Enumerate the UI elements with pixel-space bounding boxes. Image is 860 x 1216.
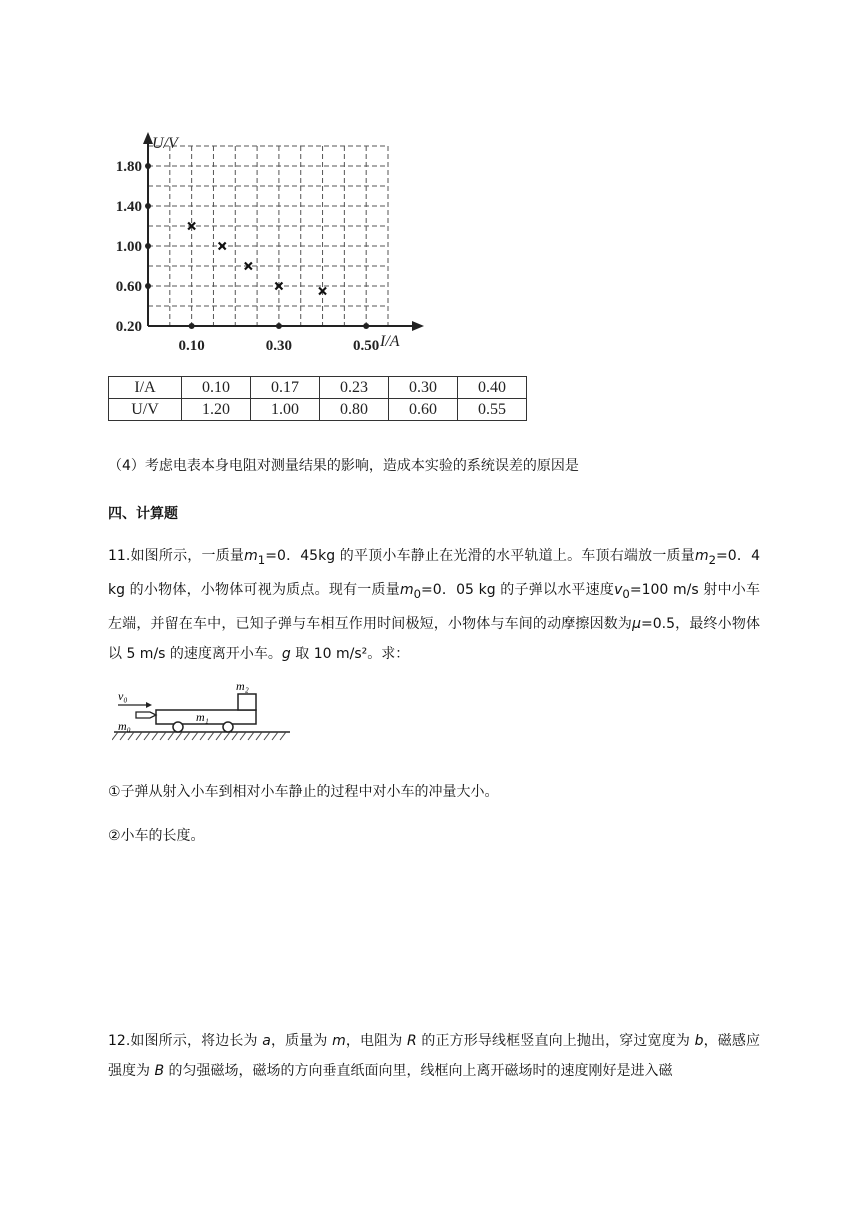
x-axis-label: I/A [380, 333, 400, 350]
cart-wheel-left [173, 722, 183, 732]
y-tick-label: 0.60 [115, 279, 142, 295]
table-cell: 0.60 [389, 399, 458, 421]
var-v0: v [614, 581, 623, 598]
table-header-voltage: U/V [109, 399, 182, 421]
u-i-graph [108, 126, 428, 358]
table-cell: 0.10 [182, 377, 251, 399]
y-axis-label: U/V [152, 135, 178, 152]
label-m2: m₂ [236, 679, 249, 693]
label-m1: m₁ [196, 710, 209, 724]
table-cell: 1.20 [182, 399, 251, 421]
velocity-arrow-icon [146, 702, 152, 708]
var-m1: m [244, 548, 258, 564]
text-run: ，电阻为 [345, 1033, 408, 1049]
y-tick-dot [145, 243, 151, 249]
var-g: g [281, 645, 291, 662]
text-run: =0.5，最终小物体以 5 m/s 的速度离开小车。 [108, 615, 760, 662]
text-run: ，磁感应强度为 [108, 1033, 761, 1079]
x-axis-arrow-icon [412, 321, 424, 331]
text-run: 12.如图所示，将边长为 [108, 1033, 263, 1049]
chart-ticks [116, 159, 380, 354]
chart-axes [143, 132, 424, 331]
table-cell: 1.00 [251, 399, 320, 421]
y-tick-dot [145, 283, 151, 289]
table-cell: 0.23 [320, 377, 389, 399]
chart-grid [148, 146, 388, 326]
problem-11-subquestion-2: ②小车的长度。 [108, 828, 205, 844]
x-tick-label: 0.10 [178, 338, 205, 354]
label-v0: v₀ [118, 689, 128, 703]
var-B: B [154, 1063, 165, 1079]
text-run: 11.如图所示，一质量 [108, 548, 245, 564]
table-row-voltage [109, 399, 527, 421]
var-R: R [407, 1033, 417, 1049]
subscript: 2 [708, 552, 717, 567]
problem-12-text [108, 1026, 760, 1086]
subscript: 0 [622, 586, 630, 601]
x-tick-dot [363, 323, 369, 329]
text-run: 取 10 m/s²。求： [290, 645, 410, 662]
var-mu: μ [632, 615, 642, 632]
table-row-current [109, 377, 527, 399]
problem-11-text [108, 541, 760, 669]
text-run: ，质量为 [270, 1033, 333, 1049]
var-m: m [332, 1033, 346, 1049]
cart-figure [112, 674, 302, 746]
table-cell: 0.40 [458, 377, 527, 399]
label-m0: m₀ [118, 719, 131, 733]
table-cell: 0.17 [251, 377, 320, 399]
text-run: =0．05 kg 的子弹以水平速度 [421, 581, 615, 598]
var-m2: m [694, 548, 709, 564]
question-4: （4）考虑电表本身电阻对测量结果的影响，造成本实验的系统误差的原因是 [108, 458, 579, 474]
bullet [136, 712, 156, 718]
y-tick-dot [145, 203, 151, 209]
var-b: b [694, 1033, 704, 1049]
block-m2 [238, 694, 256, 710]
subscript: 0 [413, 586, 422, 601]
text-run: =0．4 kg 的小物体，小物体可视为质点。现有一质量 [108, 548, 761, 598]
text-run: =100 m/s 射中小车左端，并留在车中，已知子弹与车相互作用时间极短，小物体与车间的动摩擦因数为 [108, 581, 760, 632]
x-tick-label: 0.50 [353, 338, 380, 354]
cart-wheel-right [223, 722, 233, 732]
var-m0: m [399, 581, 414, 598]
table-header-current: I/A [109, 377, 182, 399]
y-tick-label: 1.80 [115, 159, 142, 175]
table-cell: 0.80 [320, 399, 389, 421]
y-tick-dot [145, 163, 151, 169]
subscript: 1 [257, 552, 266, 567]
x-tick-label: 0.30 [265, 338, 293, 354]
table-cell: 0.55 [458, 399, 527, 421]
x-tick-dot [276, 323, 282, 329]
y-tick-label: 0.20 [115, 319, 142, 335]
x-tick-dot [189, 323, 195, 329]
var-a: a [262, 1033, 271, 1049]
data-table [108, 376, 527, 421]
y-tick-label: 1.00 [115, 239, 142, 255]
section-heading: 四、计算题 [108, 506, 178, 522]
text-run: 的正方形导线框竖直向上抛出，穿过宽度为 [416, 1033, 695, 1049]
text-run: 的匀强磁场，磁场的方向垂直纸面向里，线框向上离开磁场时的速度刚好是进入磁 [164, 1063, 673, 1079]
text-run: =0．45kg 的平顶小车静止在光滑的水平轨道上。车顶右端放一质量 [265, 548, 695, 564]
table-cell: 0.30 [389, 377, 458, 399]
problem-11-subquestion-1: ①子弹从射入小车到相对小车静止的过程中对小车的冲量大小。 [108, 784, 499, 800]
y-tick-label: 1.40 [115, 199, 142, 215]
